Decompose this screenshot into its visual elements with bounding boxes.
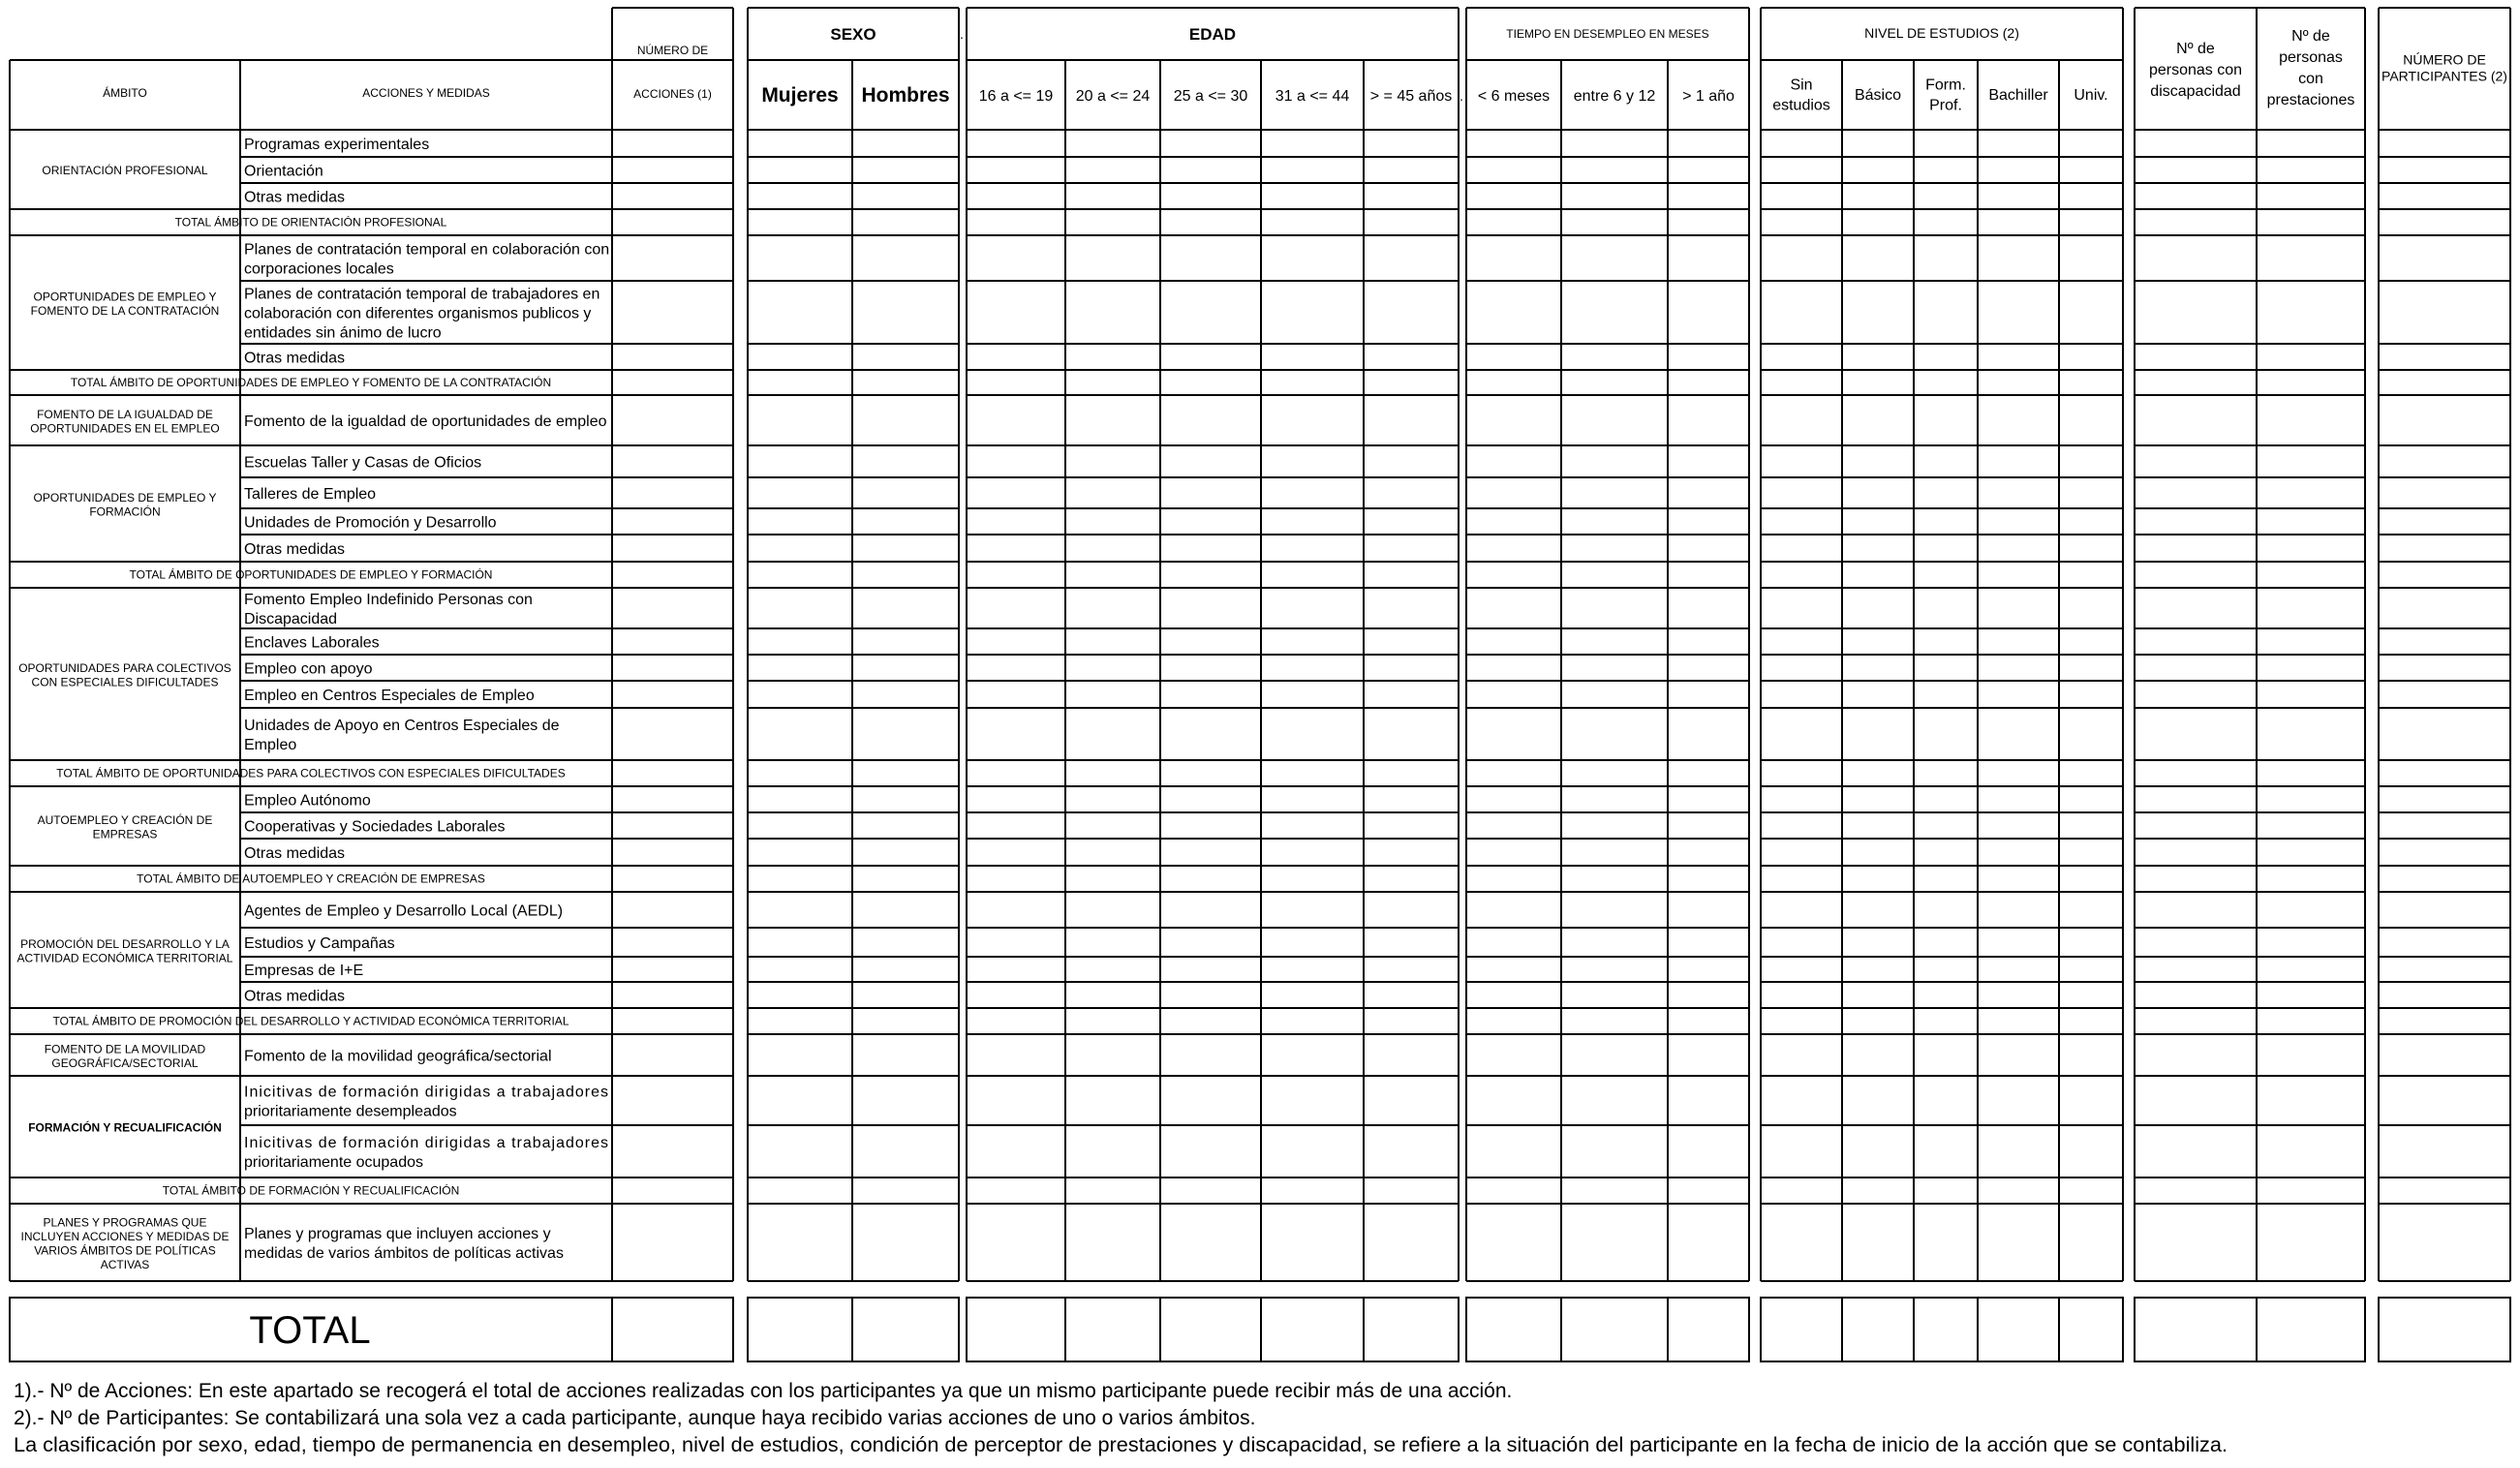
- total-block: [967, 1298, 1459, 1361]
- header-mujeres: Mujeres: [761, 84, 839, 107]
- ambito-name: FORMACIÓN Y RECUALIFICACIÓN: [28, 1120, 222, 1135]
- header-participantes: PARTICIPANTES (2): [2382, 68, 2507, 84]
- header-num-acciones: ACCIONES (1): [633, 87, 712, 101]
- ambito-name: ACTIVAS: [100, 1257, 150, 1271]
- total-block: [2135, 1298, 2365, 1361]
- accion-item: Cooperativas y Sociedades Laborales: [244, 818, 506, 836]
- total-block: [2379, 1298, 2510, 1361]
- ambito-name: AUTOEMPLEO Y CREACIÓN DE: [37, 812, 213, 827]
- accion-item: Discapacidad: [244, 611, 338, 627]
- ambito-name: FOMENTO DE LA CONTRATACIÓN: [30, 303, 220, 318]
- header-nivel-col: Form.: [1925, 76, 1966, 94]
- header-tiempo-col: < 6 meses: [1477, 88, 1551, 105]
- header-nivel: NIVEL DE ESTUDIOS (2): [1864, 25, 2019, 41]
- accion-item: Otras medidas: [244, 189, 346, 206]
- accion-item: medidas de varios ámbitos de políticas activas: [244, 1245, 564, 1262]
- accion-item: Fomento de la igualdad de oportunidades de empleo: [244, 413, 607, 430]
- header-discapacidad: personas con: [2148, 62, 2243, 78]
- stray-dot: .: [1460, 88, 1463, 104]
- header-acciones: ACCIONES Y MEDIDAS: [362, 86, 490, 100]
- accion-item: Otras medidas: [244, 350, 346, 367]
- accion-item: corporaciones locales: [244, 260, 394, 278]
- ambito-total-label: TOTAL ÁMBITO DE OPORTUNIDADES DE EMPLEO Y FORMACIÓN: [129, 567, 493, 582]
- accion-item: Fomento Empleo Indefinido Personas con: [244, 592, 533, 608]
- header-edad-col: > = 45 años: [1369, 88, 1453, 105]
- accion-item: Otras medidas: [244, 988, 346, 1005]
- ambito-name: EMPRESAS: [92, 827, 158, 841]
- header-edad-col: 20 a <= 24: [1075, 88, 1151, 105]
- accion-item: Estudios y Campañas: [244, 935, 395, 952]
- ambito-total-label: TOTAL ÁMBITO DE OPORTUNIDADES PARA COLECTIVOS CON ESPECIALES DIFICULTADES: [56, 766, 566, 780]
- ambito-name: ORIENTACIÓN PROFESIONAL: [42, 164, 208, 177]
- header-tiempo-col: entre 6 y 12: [1573, 88, 1656, 105]
- ambito-total-label: TOTAL ÁMBITO DE PROMOCIÓN DEL DESARROLLO Y ACTIVIDAD ECONÓMICA TERRITORIAL: [52, 1014, 569, 1028]
- accion-item: Fomento de la movilidad geográfica/sectorial: [244, 1048, 552, 1065]
- accion-item: Orientación: [244, 163, 323, 180]
- ambito-name: ACTIVIDAD ECONÓMICA TERRITORIAL: [16, 951, 233, 965]
- total-block: [1466, 1298, 1749, 1361]
- header-edad-col: 25 a <= 30: [1173, 88, 1248, 105]
- total-cell: [612, 1298, 733, 1361]
- ambito-total-label: TOTAL ÁMBITO DE FORMACIÓN Y RECUALIFICACIÓN: [162, 1183, 460, 1198]
- header-tiempo: TIEMPO EN DESEMPLEO EN MESES: [1506, 27, 1709, 41]
- accion-item: Programas experimentales: [244, 137, 430, 153]
- header-participantes: NÚMERO DE: [2403, 51, 2486, 68]
- header-ambito: ÁMBITO: [103, 86, 147, 100]
- accion-item: Talleres de Empleo: [244, 486, 377, 503]
- header-nivel-col: Bachiller: [1988, 87, 2048, 104]
- ambito-total-label: TOTAL ÁMBITO DE OPORTUNIDADES DE EMPLEO Y FOMENTO DE LA CONTRATACIÓN: [70, 376, 552, 389]
- accion-item: entidades sin ánimo de lucro: [244, 324, 442, 342]
- ambito-name: INCLUYEN ACCIONES Y MEDIDAS DE: [20, 1229, 230, 1243]
- ambito-name: FORMACIÓN: [89, 505, 161, 519]
- header-edad-col: 31 a <= 44: [1275, 88, 1350, 105]
- accion-item: prioritariamente ocupados: [244, 1154, 423, 1171]
- header-nivel-col: Básico: [1854, 87, 1902, 104]
- accion-item: Inicitivas de formación dirigidas a trabajadores: [244, 1084, 608, 1101]
- accion-item: Empleo Autónomo: [244, 792, 371, 810]
- header-discapacidad: Nº de: [2176, 41, 2215, 57]
- ambito-name: PROMOCIÓN DEL DESARROLLO Y LA: [20, 936, 230, 951]
- accion-item: Empleo en Centros Especiales de Empleo: [244, 688, 535, 704]
- header-nivel-col: Prof.: [1929, 97, 1962, 114]
- ambito-name: GEOGRÁFICA/SECTORIAL: [51, 1055, 199, 1070]
- header-num-acciones: NÚMERO DE: [636, 44, 709, 57]
- header-nivel-col: estudios: [1772, 97, 1830, 114]
- ambito-name: CON ESPECIALES DIFICULTADES: [31, 675, 219, 689]
- accion-item: Planes de contratación temporal en colaboración con: [244, 241, 610, 259]
- accion-item: Escuelas Taller y Casas de Oficios: [244, 454, 482, 472]
- accion-item: Planes y programas que incluyen acciones y: [244, 1226, 551, 1242]
- accion-item: Planes de contratación temporal de trabajadores en: [244, 286, 600, 303]
- footnote: La clasificación por sexo, edad, tiempo de permanencia en desempleo, nivel de estudios, condición de perceptor de prestaciones y discapacidad, se refiere a la situación del participante en la fecha de inicio de la acción que se contabiliza.: [14, 1434, 2228, 1456]
- accion-item: Empleo: [244, 737, 297, 753]
- accion-item: colaboración con diferentes organismos publicos y: [244, 305, 592, 322]
- header-hombres: Hombres: [861, 84, 950, 107]
- header-prestaciones: Nº de: [2291, 28, 2330, 45]
- header-prestaciones: prestaciones: [2266, 92, 2355, 108]
- accion-item: Empresas de I+E: [244, 963, 364, 979]
- total-label: TOTAL: [249, 1309, 371, 1352]
- header-edad-col: 16 a <= 19: [978, 88, 1054, 105]
- ambito-name: OPORTUNIDADES DE EMPLEO Y: [33, 290, 217, 304]
- header-discapacidad: discapacidad: [2150, 83, 2241, 100]
- ambito-name: FOMENTO DE LA IGUALDAD DE: [37, 407, 213, 421]
- ambito-name: FOMENTO DE LA MOVILIDAD: [44, 1042, 206, 1056]
- total-block: [748, 1298, 959, 1361]
- ambito-name: VARIOS ÁMBITOS DE POLÍTICAS: [34, 1243, 216, 1258]
- header-prestaciones: con: [2298, 71, 2323, 87]
- ambito-name: OPORTUNIDADES PARA COLECTIVOS: [18, 660, 231, 675]
- total-block: [1761, 1298, 2123, 1361]
- ambito-total-label: TOTAL ÁMBITO DE ORIENTACIÓN PROFESIONAL: [174, 215, 447, 229]
- accion-item: Unidades de Apoyo en Centros Especiales de: [244, 718, 560, 734]
- footnote: 2).- Nº de Participantes: Se contabilizará una sola vez a cada participante, aunque haya recibido varias acciones de uno o varios ámbitos.: [14, 1407, 1256, 1429]
- ambito-name: OPORTUNIDADES EN EL EMPLEO: [30, 421, 220, 436]
- header-nivel-col: Univ.: [2074, 87, 2108, 104]
- header-tiempo-col: > 1 año: [1682, 88, 1735, 105]
- accion-item: Inicitivas de formación dirigidas a trabajadores: [244, 1135, 608, 1151]
- header-edad: EDAD: [1188, 25, 1237, 44]
- footnote: 1).- Nº de Acciones: En este apartado se recogerá el total de acciones realizadas con los participantes ya que un mismo participante puede recibir más de una acción.: [14, 1380, 1513, 1402]
- ambito-name: OPORTUNIDADES DE EMPLEO Y: [33, 490, 217, 505]
- accion-item: prioritariamente desempleados: [244, 1103, 457, 1120]
- ambito-total-label: TOTAL ÁMBITO DE AUTOEMPLEO Y CREACIÓN DE EMPRESAS: [137, 872, 485, 886]
- accion-item: Agentes de Empleo y Desarrollo Local (AEDL): [244, 902, 564, 920]
- ambito-name: PLANES Y PROGRAMAS QUE: [43, 1215, 207, 1230]
- header-prestaciones: personas: [2279, 49, 2343, 66]
- accion-item: Enclaves Laborales: [244, 634, 380, 652]
- accion-item: Unidades de Promoción y Desarrollo: [244, 514, 497, 532]
- accion-item: Otras medidas: [244, 845, 346, 862]
- header-sexo: SEXO: [830, 25, 876, 44]
- stray-dot: .: [960, 26, 964, 42]
- accion-item: Empleo con apoyo: [244, 660, 373, 678]
- accion-item: Otras medidas: [244, 541, 346, 558]
- header-nivel-col: Sin: [1790, 76, 1813, 94]
